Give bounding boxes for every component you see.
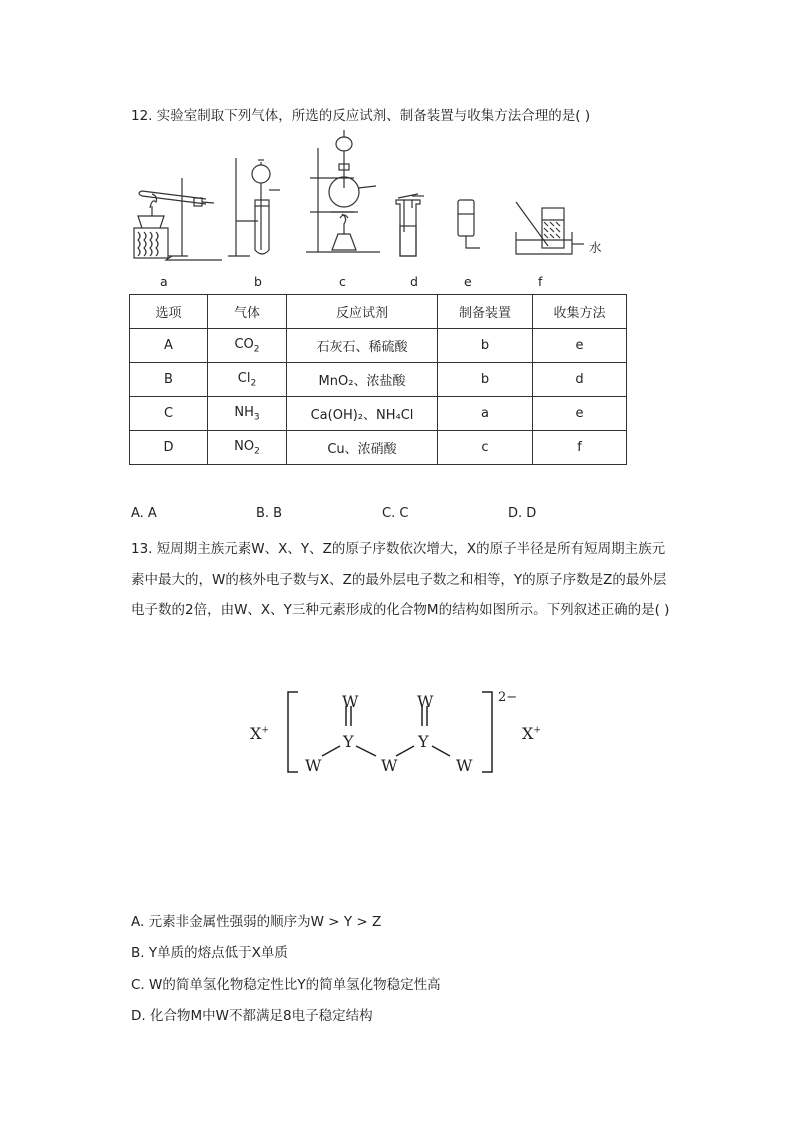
reagent-cell: MnO₂、浓盐酸 [287,363,438,397]
apparatus-c-icon [306,130,380,252]
apparatus-e-icon [458,200,480,248]
device-cell: b [438,363,533,397]
cation-left: X+ [250,724,269,743]
atom-w-top-right: W [417,692,434,711]
gas-cell: $NO_2$ [208,431,287,465]
collect-cell: e [533,329,627,363]
q13-option-c[interactable]: C. W的简单氢化物稳定性比Y的简单氢化物稳定性高 [131,977,441,993]
q13-option-b[interactable]: B. Y单质的熔点低于X单质 [131,945,288,961]
table-header-row [130,295,627,329]
device-cell: b [438,329,533,363]
atom-w-bottom-right: W [456,756,473,775]
header-cell: 制备装置 [438,295,533,329]
anion-charge: 2− [498,690,518,705]
apparatus-label-c: c [339,274,346,289]
table-row [130,431,627,465]
collect-cell: d [533,363,627,397]
table-row [130,329,627,363]
header-cell: 气体 [208,295,287,329]
q12-option-c[interactable]: C. C [382,506,409,521]
option-cell: A [130,329,208,363]
q13-stem-line-3: 电子数的2倍，由W、X、Y三种元素形成的化合物M的结构如图所示。下列叙述正确的是( ) [131,602,670,618]
cation-right: X+ [522,724,541,743]
atom-y-right: Y [418,732,429,751]
reagent-cell: Ca(OH)₂、NH₄Cl [287,397,438,431]
apparatus-d-icon [396,194,424,256]
q12-option-a[interactable]: A. A [131,506,157,521]
header-cell: 选项 [130,295,208,329]
table-row [130,363,627,397]
option-cell: B [130,363,208,397]
apparatus-label-e: e [464,274,472,289]
apparatus-a-icon [134,178,222,260]
q12-stem: 12. 实验室制取下列气体，所选的反应试剂、制备装置与收集方法合理的是( ) [131,108,591,124]
apparatus-label-f: f [538,274,543,289]
option-cell: C [130,397,208,431]
atom-w-bridge: W [381,756,398,775]
reagent-cell: Cu、浓硝酸 [287,431,438,465]
apparatus-label-a: a [160,274,168,289]
apparatus-figure [128,128,608,288]
option-cell: D [130,431,208,465]
collect-cell: f [533,431,627,465]
atom-y-left: Y [343,732,354,751]
apparatus-drawings [128,128,608,288]
atom-w-bottom-left: W [305,756,322,775]
device-cell: a [438,397,533,431]
reagent-cell: 石灰石、稀硫酸 [287,329,438,363]
water-label: 水 [589,240,602,255]
apparatus-label-d: d [410,274,418,289]
apparatus-f-icon [516,202,584,254]
device-cell: c [438,431,533,465]
gas-cell: $Cl_2$ [208,363,287,397]
atom-w-top-left: W [342,692,359,711]
q12-option-b[interactable]: B. B [256,506,283,521]
q13-stem-line-1: 13. 短周期主族元素W、X、Y、Z的原子序数依次增大，X的原子半径是所有短周期主族元 [131,541,666,557]
header-cell: 收集方法 [533,295,627,329]
gas-cell: $NH_3$ [208,397,287,431]
reagent-table [129,294,627,465]
collect-cell: e [533,397,627,431]
gas-cell: $CO_2$ [208,329,287,363]
apparatus-b-icon [228,158,280,256]
apparatus-label-b: b [254,274,262,289]
q12-option-d[interactable]: D. D [508,506,537,521]
q13-option-d[interactable]: D. 化合物M中W不都满足8电子稳定结构 [131,1008,373,1024]
q13-option-a[interactable]: A. 元素非金属性强弱的顺序为W > Y > Z [131,914,382,930]
table-row [130,397,627,431]
q13-stem-line-2: 素中最大的，W的核外电子数与X、Z的最外层电子数之和相等，Y的原子序数是Z的最外层 [131,572,667,588]
header-cell: 反应试剂 [287,295,438,329]
